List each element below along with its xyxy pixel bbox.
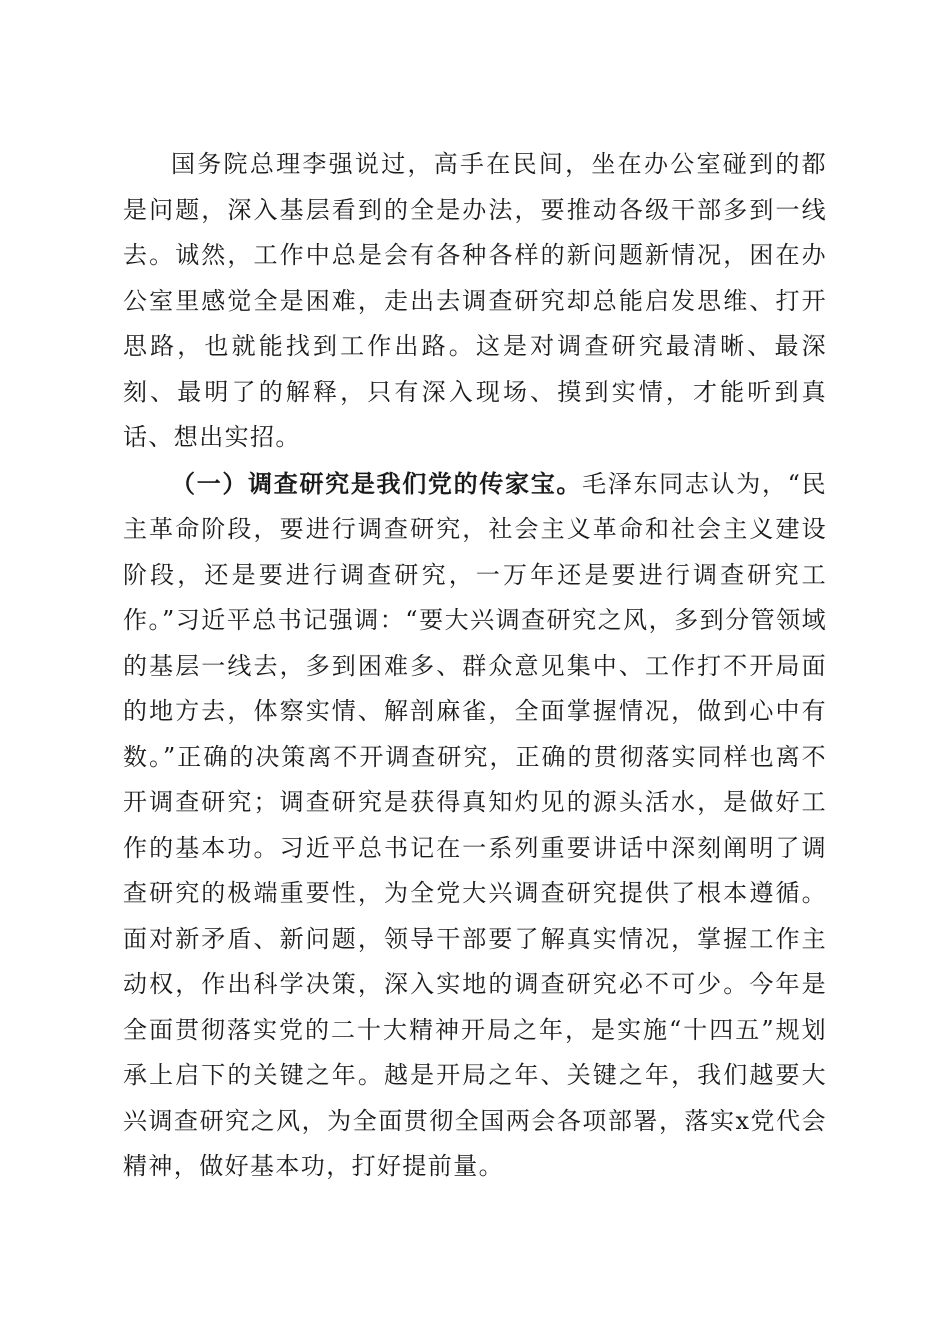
paragraph-intro bbox=[123, 142, 827, 461]
section-one-text: 毛泽东同志认为，“民主革命阶段，要进行调查研究，社会主义革命和社会主义建设阶段，还是要进行调查研究，一万年还是要进行调查研究工作。”习近平总书记强调：“要大兴调查研究之风，多到分管领域的基层一线去，多到困难多、群众意见集中、工作打不开局面的地方去，体察实情、解剖麻雀，全面掌握情况，做到心中有数。”正确的决策离不开调查研究，正确的贯彻落实同样也离不开调查研究；调查研究是获得真知灼见的源头活水，是做好工作的基本功。习近平总书记在一系列重要讲话中深刻阐明了调查研究的极端重要性，为全党大兴调查研究提供了根本遵循。面对新矛盾、新问题，领导干部要了解真实情况，掌握工作主动权，作出科学决策，深入实地的调查研究必不可少。今年是全面贯彻落实党的二十大精神开局之年，是实施“十四五”规划承上启下的关键之年。越是开局之年、关键之年，我们越要大兴调查研究之风，为全面贯彻全国两会各项部署，落实x党代会精神，做好基本功，打好提前量。 bbox=[123, 469, 827, 1180]
section-one-heading: （一）调查研究是我们党的传家宝。 bbox=[171, 468, 583, 498]
document-body bbox=[123, 142, 827, 1190]
paragraph-section-one bbox=[123, 461, 827, 1190]
paragraph-intro-text: 国务院总理李强说过，高手在民间，坐在办公室碰到的都是问题，深入基层看到的全是办法，要推动各级干部多到一线去。诚然，工作中总是会有各种各样的新问题新情况，困在办公室里感觉全是困难，走出去调查研究却总能启发思维、打开思路，也就能找到工作出路。这是对调查研究最清晰、最深刻、最明了的解释，只有深入现场、摸到实情，才能听到真话、想出实招。 bbox=[123, 150, 827, 451]
